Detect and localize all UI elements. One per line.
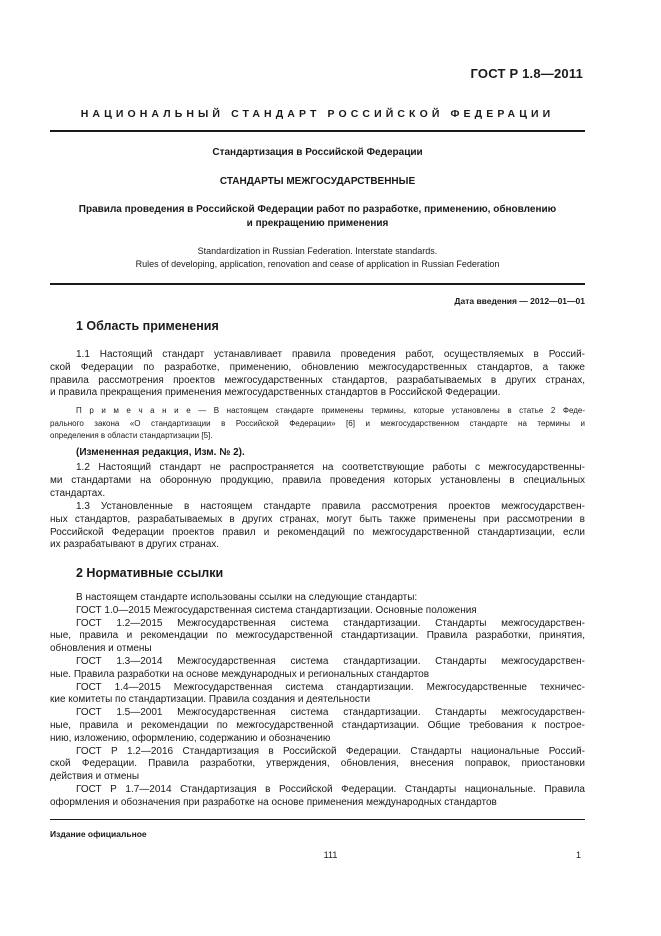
text-line: ных стандартов, разрабатываемых в других странах, могут быть также применены при рассмотрении в [50,513,585,525]
intro-date: Дата введения — 2012—01—01 [454,296,585,306]
reference-line: ГОСТ 1.3—2014 Межгосударственная система стандартизации. Стандарты межгосударствен- [76,655,585,667]
reference-line: ные, правила и рекомендации по межгосударственной стандартизации. Правила разработки, принятия, [50,630,585,642]
text-line: правила рассмотрения проектов межгосударственных стандартов, разрабатываемых в других странах, [50,374,585,386]
title-series: Стандартизация в Российской Федерации [212,147,423,158]
title-sub [50,203,585,231]
text-line: 1.2 Настоящий стандарт не распространяется на соответствующие работы с межгосударственны- [76,462,585,473]
reference-line: ГОСТ 1.4—2015 Межгосударственная система стандартизации. Межгосударственные техничес- [76,681,585,693]
reference-line: В настоящем стандарте использованы ссылки на следующие стандарты: [76,592,418,603]
reference-line: оформления и обозначения при разработке на основе применения международных стандартов [50,796,497,808]
note-line: рального закона «О стандартизации в Российской Федерации» [6] и межгосударственном стандарте на термины и [50,418,585,428]
section-2-heading: 2 Нормативные ссылки [76,566,224,580]
note-line: определения в области стандартизации [5]. [50,431,213,440]
text-line: ми стандартами на оборонную продукцию, правила проведения которых установлены в специальных [50,474,585,486]
reference-line: ные. Правила разработки на основе международных и региональных стандартов [50,668,430,680]
note-line: П р и м е ч а н и е — В настоящем стандарте применены термины, которые установлены в статье 2 Феде- [76,406,585,415]
top-rule [50,130,585,132]
page-number-center: 111 [323,850,338,860]
title-sub-line-1: Правила проведения в Российской Федерации работ по разработке, применению, обновлению [78,204,557,215]
page-number-right: 1 [575,850,581,860]
text-line: Российской Федерации проектов правил и рекомендаций по межгосударственной стандартизации, если [50,526,585,538]
paragraph-1-2 [50,462,585,500]
bottom-rule [50,819,585,820]
national-standard-banner: НАЦИОНАЛЬНЫЙ СТАНДАРТ РОССИЙСКОЙ ФЕДЕРАЦИИ [80,108,555,120]
reference-line: обновления и отмены [50,643,152,655]
reference-line: ГОСТ 1.5—2001 Межгосударственная система стандартизации. Стандарты межгосударствен- [76,707,585,719]
reference-line: ской Федерации. Правила разработки, утверждения, обновления, внесения поправок, приостановки [50,758,585,770]
reference-line: нию, изложению, оформлению, содержанию и обозначению [50,732,331,744]
paragraph-1-3 [50,501,585,552]
english-title-1: Standardization in Russian Federation. Interstate standards. [197,246,438,256]
section-1-heading: 1 Область применения [76,319,219,333]
text-line: и правила прекращения применения межгосударственных стандартов в Российской Федерации. [50,387,501,399]
edition-label: Издание официальное [50,829,147,839]
document-code: ГОСТ Р 1.8—2011 [470,66,583,81]
amendment-note: (Измененная редакция, Изм. № 2). [76,447,245,458]
paragraph-1-1 [50,349,585,400]
title-rule [50,283,585,285]
note-block [50,405,585,443]
text-line: 1.3 Установленные в настоящем стандарте правила рассмотрения проектов межгосударствен- [76,501,585,512]
title-main: СТАНДАРТЫ МЕЖГОСУДАРСТВЕННЫЕ [219,176,416,187]
text-line: их разрабатывают в других странах. [50,539,220,551]
title-sub-line-2: и прекращению применения [246,218,389,229]
text-line: стандартах. [50,487,106,499]
reference-line: кие комитеты по стандартизации. Правила создания и деятельности [50,694,371,706]
reference-line: ГОСТ Р 1.7—2014 Стандартизация в Российской Федерации. Стандарты национальные. Правила [76,783,585,795]
references-list [50,592,585,810]
english-title-2: Rules of developing, application, renovation and cease of application in Russian Federation [135,259,500,269]
reference-line: действия и отмены [50,771,140,783]
text-line: ской Федерации по разработке, применению, обновлению межгосударственных стандартов, а также [50,361,585,373]
reference-line: ные, правила и рекомендации по межгосударственной стандартизации. Общие требования к построе- [50,719,585,731]
reference-line: ГОСТ 1.0—2015 Межгосударственная система стандартизации. Основные положения [76,604,477,616]
reference-line: ГОСТ Р 1.2—2016 Стандартизация в Российской Федерации. Стандарты национальные Россий- [76,745,585,757]
reference-line: ГОСТ 1.2—2015 Межгосударственная система стандартизации. Стандарты межгосударствен- [76,617,585,629]
text-line: 1.1 Настоящий стандарт устанавливает правила проведения работ, осуществляемых в Россий- [76,349,585,360]
